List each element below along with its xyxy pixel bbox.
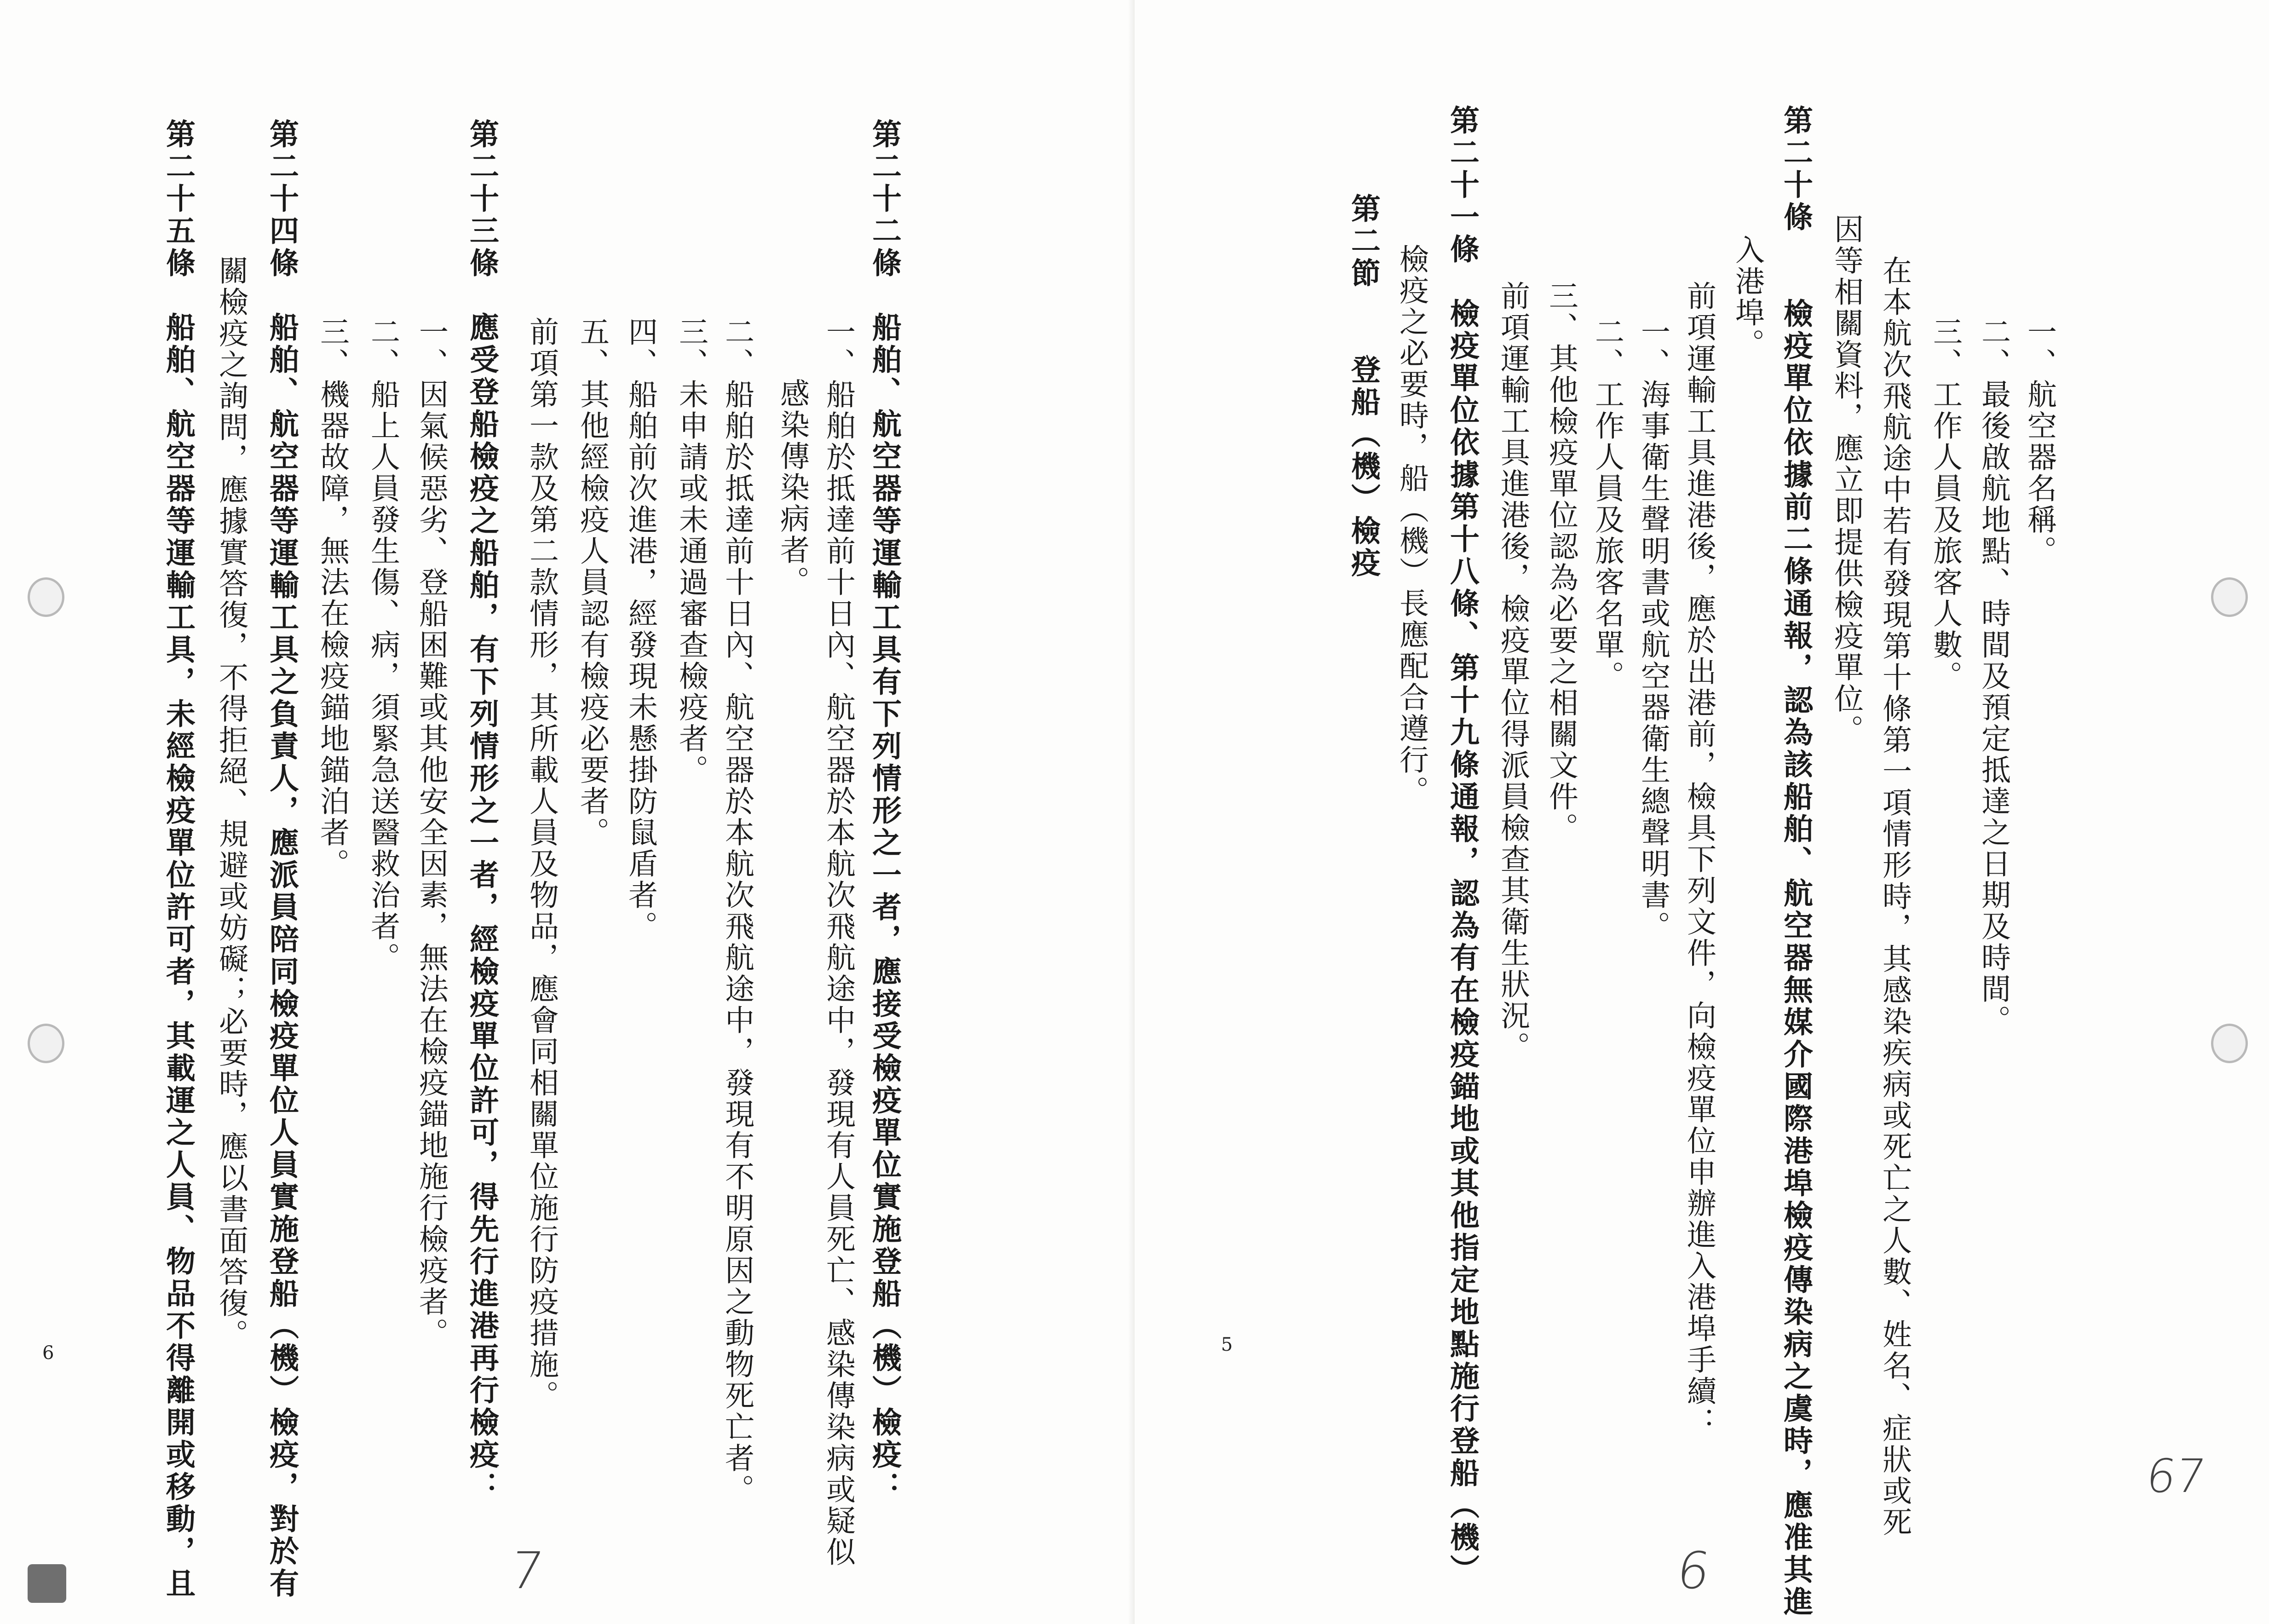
article-20-item-2: 二、工作人員及旅客名單。 — [1590, 317, 1624, 692]
article-19-paragraph-2-cont: 因等相關資料，應立即提供檢疫單位。 — [1829, 214, 1863, 746]
left-page — [0, 0, 1134, 1624]
handwritten-corner-number: 67 — [2142, 1449, 2209, 1503]
handwritten-page-number: 7 — [507, 1541, 547, 1600]
article-23-line: 第二十三條 應受登船檢疫之船舶，有下列情形之一者，經檢疫單位許可，得先行進港再行檢疫： — [465, 119, 499, 1503]
article-22-item-4: 四、船舶前次進港，經發現未懸掛防鼠盾者。 — [623, 317, 657, 942]
page-number: 5 — [1221, 1334, 1233, 1355]
article-22-item-1: 一、船舶於抵達前十日內、航空器於本航次飛航途中，發現有人員死亡、感染傳染病或疑似 — [821, 317, 855, 1568]
section-2-heading: 第二節 登船（機）檢疫 — [1346, 193, 1381, 580]
article-22-item-1-cont: 感染傳染病者。 — [775, 378, 809, 597]
article-23-item-2: 二、船上人員發生傷、病，須緊急送醫救治者。 — [366, 317, 400, 973]
binder-hole — [2211, 1024, 2248, 1063]
article-24-cont: 關檢疫之詢問，應據實答復，不得拒絕、規避或妨礙；必要時，應以書面答復。 — [214, 255, 248, 1350]
article-20-item-1: 一、海事衛生聲明書或航空器衛生總聲明書。 — [1636, 317, 1670, 942]
right-page — [1134, 0, 2269, 1624]
article-22-item-2: 二、船舶於抵達前十日內、航空器於本航次飛航途中，發現有不明原因之動物死亡者。 — [720, 317, 754, 1505]
article-24-line: 第二十四條 船舶、航空器等運輸工具之負責人，應派員陪同檢疫單位人員實施登船（機）檢疫，對於有 — [265, 119, 299, 1600]
article-22-paragraph-2: 前項第一款及第二款情形，其所載人員及物品，應會同相關單位施行防疫措施。 — [524, 317, 559, 1411]
article-19-paragraph-2: 在本航次飛航途中若有發現第十條第一項情形時，其感染疾病或死亡之人數、姓名、症狀或死 — [1877, 255, 1912, 1538]
article-23-item-1: 一、因氣候惡劣、登船困難或其他安全因素，無法在檢疫錨地施行檢疫者。 — [414, 317, 448, 1349]
article-19-item-2: 二、最後啟航地點、時間及預定抵達之日期及時間。 — [1976, 317, 2010, 1036]
article-20-line: 第二十條 檢疫單位依據前二條通報，認為該船舶、航空器無媒介國際港埠檢疫傳染病之虞時，應准其進 — [1779, 105, 1813, 1618]
article-20-cont: 入港埠。 — [1730, 235, 1764, 360]
binder-hole — [28, 1024, 64, 1063]
binder-hole — [28, 577, 64, 617]
article-20-item-3: 三、其他檢疫單位認為必要之相關文件。 — [1544, 281, 1578, 844]
article-22-item-5: 五、其他經檢疫人員認有檢疫必要者。 — [575, 317, 609, 848]
article-25-line: 第二十五條 船舶、航空器等運輸工具，未經檢疫單位許可者，其載運之人員、物品不得離開或移動，且 — [161, 119, 196, 1600]
handwritten-page-number: 6 — [1673, 1541, 1714, 1600]
article-20-paragraph-2: 前項運輸工具進港後，應於出港前，檢具下列文件，向檢疫單位申辦進入港埠手續： — [1682, 281, 1716, 1438]
article-21-line: 第二十一條 檢疫單位依據第十八條、第十九條通報，認為有在檢疫錨地或其他指定地點施行登船（機） — [1445, 105, 1480, 1586]
article-20-paragraph-3: 前項運輸工具進港後，檢疫單位得派員檢查其衛生狀況。 — [1496, 281, 1530, 1063]
article-21-cont: 檢疫之必要時，船（機）長應配合遵行。 — [1394, 244, 1428, 807]
article-19-item-1: 一、航空器名稱。 — [2022, 317, 2056, 567]
article-19-item-3: 三、工作人員及旅客人數。 — [1928, 317, 1962, 692]
article-23-item-3: 三、機器故障，無法在檢疫錨地錨泊者。 — [315, 317, 349, 880]
scanner-mark — [28, 1564, 66, 1603]
binder-hole — [2211, 577, 2248, 617]
article-22-line: 第二十二條 船舶、航空器等運輸工具有下列情形之一者，應接受檢疫單位實施登船（機）檢疫： — [867, 119, 902, 1503]
page-number: 6 — [42, 1342, 54, 1364]
article-22-item-3: 三、未申請或未通過審查檢疫者。 — [674, 317, 708, 786]
